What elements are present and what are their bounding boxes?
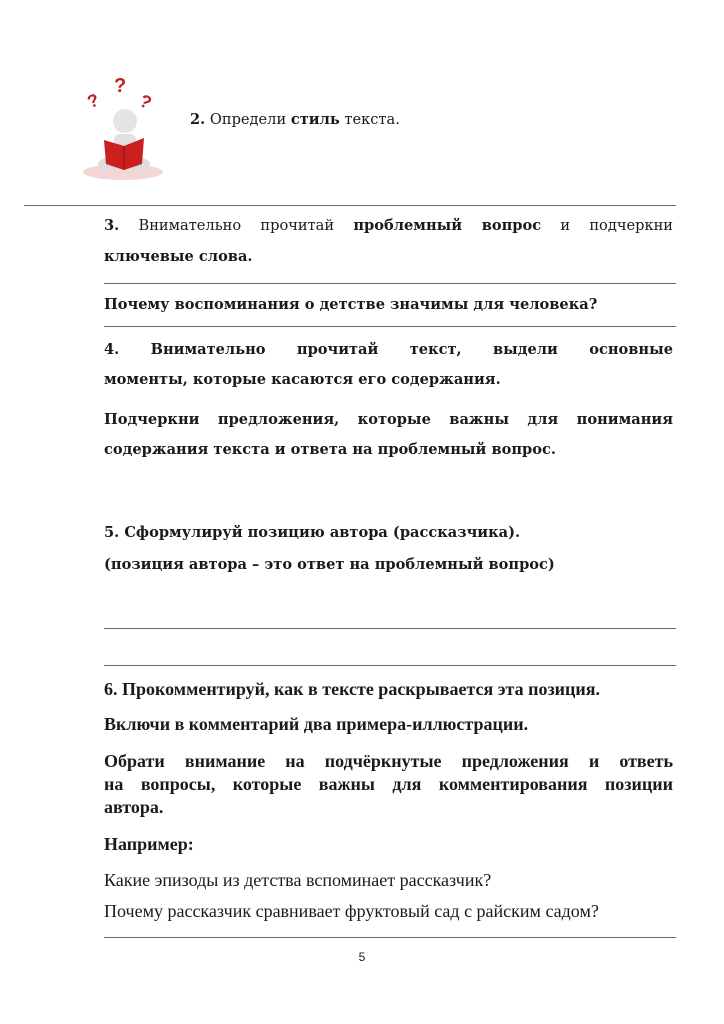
answer-line bbox=[104, 628, 676, 629]
task-4-line4: содержания текста и ответа на проблемный вопрос. bbox=[104, 441, 556, 458]
task-3-line2: ключевые слова. bbox=[104, 248, 253, 265]
example-question: Почему рассказчик сравнивает фруктовый сад с райским садом? bbox=[104, 901, 599, 921]
task-4-line1: 4. Внимательно прочитай текст, выдели основные bbox=[104, 341, 673, 358]
task-6-line2: Включи в комментарий два примера-иллюстрации. bbox=[104, 714, 529, 734]
task-6-line5: автора. bbox=[104, 797, 164, 817]
task-6-line4: на вопросы, которые важны для комментирования позиции bbox=[104, 774, 673, 794]
answer-line bbox=[104, 937, 676, 938]
task-4-line3: Подчеркни предложения, которые важны для понимания bbox=[104, 411, 673, 428]
divider bbox=[24, 205, 676, 206]
task-2: 2. Определи стиль текста. bbox=[190, 111, 400, 128]
task-3: 3. Внимательно прочитай проблемный вопрос и подчеркни bbox=[104, 217, 674, 234]
thinking-reader-illustration bbox=[78, 72, 168, 182]
task-5-line2: (позиция автора – это ответ на проблемный вопрос) bbox=[104, 556, 555, 573]
task-6-line3: Обрати внимание на подчёркнутые предложения и ответь bbox=[104, 751, 673, 771]
svg-text:?: ? bbox=[136, 90, 155, 114]
example-label: Например: bbox=[104, 834, 194, 854]
divider bbox=[104, 283, 676, 284]
example-question: Какие эпизоды из детства вспоминает рассказчик? bbox=[104, 870, 492, 890]
task-6-line1: 6. Прокомментируй, как в тексте раскрывается эта позиция. bbox=[104, 679, 601, 699]
answer-line bbox=[104, 665, 676, 666]
task-5-line1: 5. Сформулируй позицию автора (рассказчика). bbox=[104, 524, 521, 541]
divider bbox=[104, 326, 676, 327]
svg-text:?: ? bbox=[84, 89, 102, 113]
problem-question: Почему воспоминания о детстве значимы для человека? bbox=[104, 296, 598, 313]
svg-text:?: ? bbox=[114, 75, 127, 97]
task-4-line2: моменты, которые касаются его содержания. bbox=[104, 371, 501, 388]
page-number: 5 bbox=[358, 950, 366, 964]
